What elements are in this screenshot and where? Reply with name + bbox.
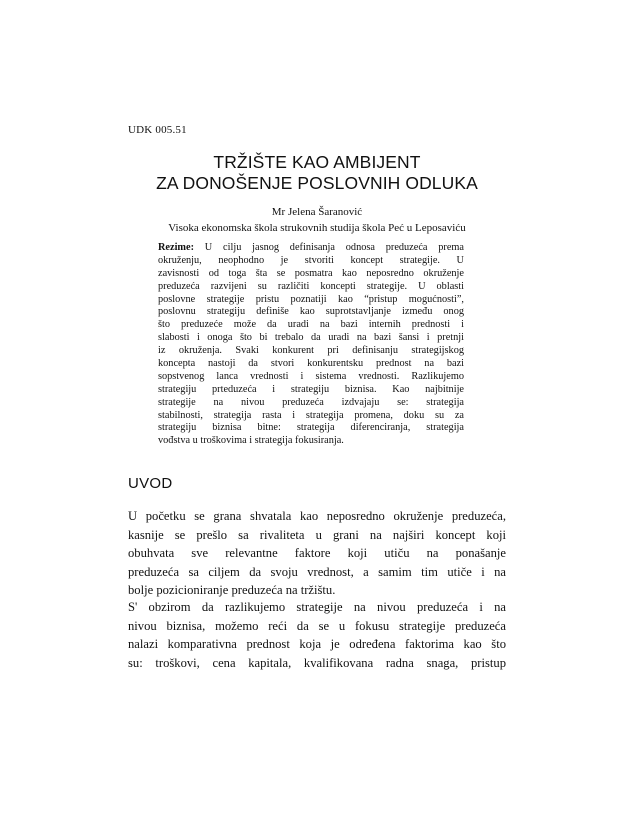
abstract-line: stabilnosti, strategija rasta i strategija promena, doku su za — [158, 409, 464, 421]
abstract-line: okruženju, neophodno je stvoriti koncept strategije. U — [158, 254, 464, 266]
paragraph-2 — [128, 598, 506, 672]
paragraph-line: kasnije se prešlo sa rivaliteta u grani na najširi koncept koji — [128, 527, 506, 542]
paragraph-line: nivou biznisa, možemo reći da se u fokusu strategije preduzeća — [128, 618, 506, 633]
paragraph-line: nalazi komparativna prednost koja je određena faktorima kao što — [128, 637, 506, 652]
abstract-line: sopstvenog lanca vrednosti i sistema vrednosti. Razlikujemo — [158, 370, 464, 382]
abstract-line: strategiju prteduzeća i strategiju biznisa. Kao najbitnije — [158, 383, 464, 395]
abstract-line: što preduzeće može da uradi na bazi internih prednosti i — [158, 319, 464, 331]
abstract-line: preduzeća razvijeni su različiti koncepti strategije. U oblasti — [158, 280, 464, 292]
paragraph-line: su: troškovi, cena kapitala, kvalifikovana radna snaga, pristup — [128, 655, 506, 670]
title-line-2: ZA DONOŠENJE POSLOVNIH ODLUKA — [156, 173, 478, 193]
title-line-1: TRŽIŠTE KAO AMBIJENT — [213, 152, 421, 172]
udk-classification: UDK 005.51 — [128, 124, 187, 136]
abstract-line: strategije na nivou preduzeća izdvajaju se: strategija — [158, 396, 464, 408]
abstract-line: Rezime: U cilju jasnog definisanja odnosa preduzeća prema — [158, 242, 464, 253]
abstract-label: Rezime: — [158, 242, 195, 253]
paragraph-line: obuhvata sve relevantne faktore koji utiču na ponašanje — [128, 546, 506, 561]
abstract-line: zavisnosti od toga šta se posmatra kao neposredno okruženje — [158, 267, 464, 279]
section-heading-uvod: UVOD — [128, 475, 173, 492]
abstract — [158, 242, 464, 448]
abstract-line: vođstva u troškovima i strategija fokusiranja. — [158, 435, 344, 447]
abstract-line: poslovnu strategiju definiše kao suprotstavljanje između onog — [158, 306, 464, 318]
paragraph-1 — [128, 507, 506, 600]
author-affiliation: Visoka ekonomska škola strukovnih studija škola Peć u Leposaviću — [168, 222, 466, 234]
abstract-line: iz okruženja. Svaki konkurent pri definisanju strategijskog — [158, 345, 464, 357]
abstract-line: strategiju biznisa bitne: strategija diferenciranja, strategija — [158, 422, 464, 434]
paragraph-line: bolje pozicioniranje preduzeća na tržištu. — [128, 583, 336, 598]
abstract-line: slabosti i onoga što bi trebalo da uradi na bazi šansi i pretnji — [158, 332, 464, 344]
paper-title — [128, 152, 506, 194]
abstract-line: poslovne strategije pristu poznatiji kao “pristup mogućnosti”, — [158, 293, 464, 305]
paragraph-line: preduzeća sa ciljem da svoju vrednost, a samim tim utiče i na — [128, 564, 506, 579]
abstract-line: koncepta nastoji da stvori konkurentsku prednost na bazi — [158, 358, 464, 370]
paragraph-line: U početku se grana shvatala kao neposredno okruženje preduzeća, — [128, 509, 506, 523]
paragraph-line: S' obzirom da razlikujemo strategije na nivou preduzeća i na — [128, 600, 506, 614]
author-name: Mr Jelena Šaranović — [271, 206, 363, 218]
